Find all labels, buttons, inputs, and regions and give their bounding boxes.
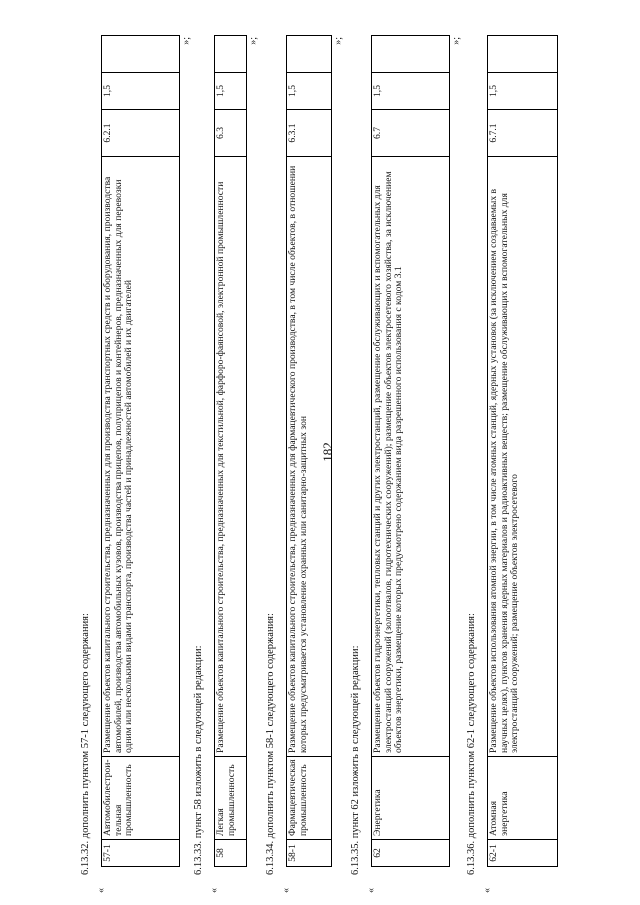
- section-intro: 6.13.36. дополнить пунктом 62-1 следующего содержания:: [466, 613, 477, 875]
- row-number: 62-1: [488, 840, 558, 867]
- row-name: Энергетика: [372, 757, 450, 840]
- open-quote: «: [366, 888, 377, 893]
- row-empty-cell: [488, 36, 558, 73]
- section-table-wrap: [286, 37, 344, 867]
- section-table-wrap: [371, 37, 462, 867]
- table-row: [287, 36, 332, 867]
- close-mark: »;: [181, 37, 192, 45]
- row-number: 62: [372, 840, 450, 867]
- row-empty-cell: [372, 36, 450, 73]
- row-description: Размещение объектов капитального строительства, предназначенных для текстильной, фарфоро-фаянсовой, электронной промышленности: [215, 157, 247, 757]
- row-number: 58: [215, 840, 247, 867]
- row-value: 1,5: [287, 73, 332, 110]
- row-empty-cell: [102, 36, 180, 73]
- row-code: 6.2.1: [102, 110, 180, 157]
- row-code: 6.7.1: [488, 110, 558, 157]
- section-intro: 6.13.33. пункт 58 изложить в следующей редакции:: [193, 645, 204, 875]
- table-row: [215, 36, 247, 867]
- open-quote: «: [96, 888, 107, 893]
- section-table-wrap: [214, 37, 259, 867]
- section-intro: 6.13.32. дополнить пунктом 57-1 следующего содержания:: [80, 613, 91, 875]
- close-mark: »;: [451, 37, 462, 45]
- table-row: [488, 36, 558, 867]
- section-table-wrap: [487, 37, 558, 867]
- row-description: Размещение объектов использования атомной энергии, в том числе атомных станций, ядерных установок (за исключением создаваемых в научных целях), пунктов хранения ядерных материалов и радиоактивных веществ; размещение обслуживающих и вспомогательных для электростанций сооружений; размещение объектов электросетевого: [488, 157, 558, 757]
- row-value: 1,5: [488, 73, 558, 110]
- amendment-table: [371, 35, 450, 867]
- open-quote: «: [482, 888, 493, 893]
- close-mark: »;: [333, 37, 344, 45]
- row-description: Размещение объектов гидроэнергетики, тепловых станций и других электростанций, размещение обслуживающих и вспомогательных для электростанций сооружений (золоотвалов, гидротехнических сооружений); размещение объектов электросетевого хозяйства, за исключением объектов энергетики, размещение которых предусмотрено содержанием вида разрешенного использования с кодом 3.1: [372, 157, 450, 757]
- row-name: Автомобилестрои-тельная промышленность: [102, 757, 180, 840]
- row-name: Фармацевтическая промышленность: [287, 757, 332, 840]
- section-table-wrap: [101, 37, 192, 867]
- row-code: 6.3.1: [287, 110, 332, 157]
- amendment-table: [286, 35, 332, 867]
- row-number: 57-1: [102, 840, 180, 867]
- row-empty-cell: [287, 36, 332, 73]
- row-value: 1,5: [102, 73, 180, 110]
- page-number: 182: [320, 442, 335, 462]
- row-name: Атомная энергетика: [488, 757, 558, 840]
- amendment-table: [487, 35, 558, 867]
- row-empty-cell: [215, 36, 247, 73]
- close-mark: »;: [248, 37, 259, 45]
- amendment-table: [214, 35, 247, 867]
- row-description: Размещение объектов капитального строительства, предназначенных для фармацевтического производства, в том числе объектов, в отношении которых предусматривается установление охранных или санитарно-защитных зон: [287, 157, 332, 757]
- row-value: 1,5: [215, 73, 247, 110]
- section-intro: 6.13.35. пункт 62 изложить в следующей редакции:: [350, 645, 361, 875]
- row-description: Размещение объектов капитального строительства, предназначенных для производства транспортных средств и оборудования, производства автомобилей, производства автомобильных кузовов, производства прицепов, полуприцепов и контейнеров, предназначенных для перевозки одним или несколькими видами транспорта, производства частей и принадлежностей автомобилей и их двигателей: [102, 157, 180, 757]
- row-code: 6.7: [372, 110, 450, 157]
- row-name: Легкая промышленность: [215, 757, 247, 840]
- row-number: 58-1: [287, 840, 332, 867]
- open-quote: «: [209, 888, 220, 893]
- table-row: [102, 36, 180, 867]
- table-row: [372, 36, 450, 867]
- section-intro: 6.13.34. дополнить пунктом 58-1 следующего содержания:: [265, 613, 276, 875]
- row-code: 6.3: [215, 110, 247, 157]
- row-value: 1,5: [372, 73, 450, 110]
- open-quote: «: [281, 888, 292, 893]
- amendment-table: [101, 35, 180, 867]
